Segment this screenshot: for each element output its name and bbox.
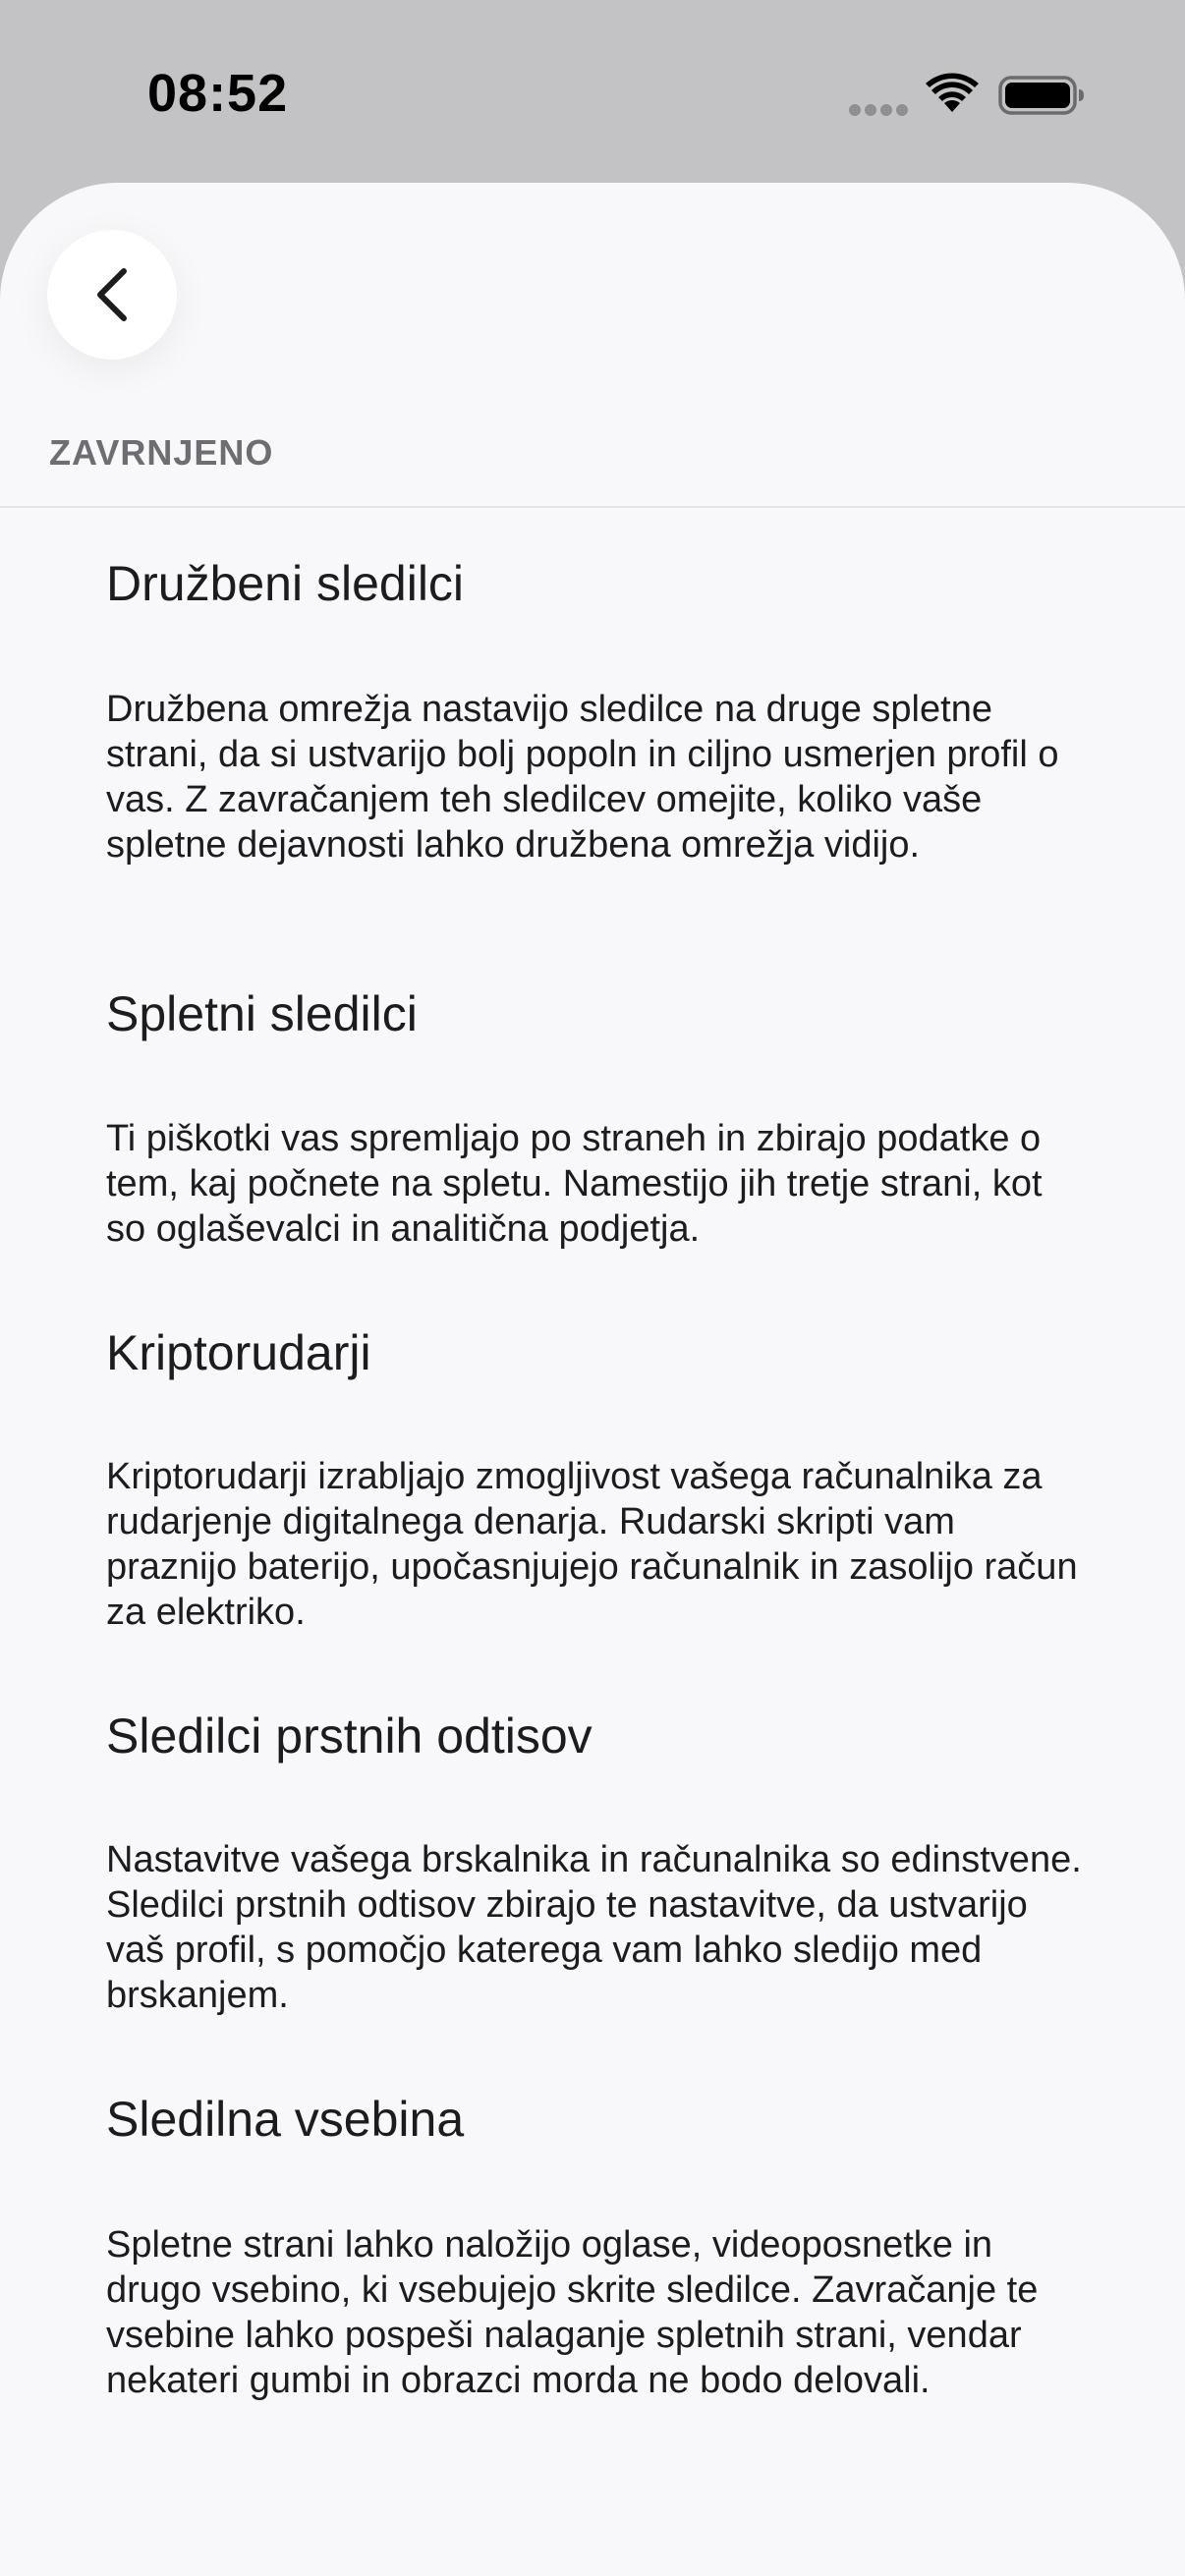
tracker-description-cross-site: Ti piškotki vas spremljajo po straneh in zbirajo podatke o tem, kaj počnete na spletu. Namestijo jih tretje strani, kot so oglaševalci in analitična podjetja. (106, 1118, 1043, 1250)
tracker-title-social: Družbeni sledilci (106, 556, 465, 611)
back-button[interactable] (47, 230, 177, 360)
tracker-description-cryptominers: Kriptorudarji izrabljajo zmogljivost vašega računalnika za rudarjenje digitalnega denarja. Rudarski skripti vam praznijo baterijo, upočasnjujejo računalnik in zasolijo račun za elektriko. (106, 1456, 1078, 1633)
tracker-description-social: Družbena omrežja nastavijo sledilce na druge spletne strani, da si ustvarijo bolj popoln in ciljno usmerjen profil o vas. Z zavračanjem teh sledilcev omejite, koliko vaše spletne dejavnosti lahko družbena omrežja vidijo. (106, 689, 1059, 866)
divider (0, 506, 1185, 508)
tracker-title-cross-site: Spletni sledilci (106, 986, 418, 1041)
cellular-signal-icon (849, 104, 908, 116)
section-header: ZAVRNJENO (49, 432, 274, 473)
tracker-title-cryptominers: Kriptorudarji (106, 1325, 371, 1380)
chevron-left-icon (90, 265, 134, 324)
battery-icon (998, 75, 1085, 116)
wifi-icon (926, 73, 979, 114)
status-bar (0, 0, 1185, 187)
tracker-title-fingerprinters: Sledilci prstnih odtisov (106, 1708, 592, 1764)
tracker-title-tracking-content: Sledilna vsebina (106, 2092, 465, 2147)
tracker-description-tracking-content: Spletne strani lahko naložijo oglase, videoposnetke in drugo vsebino, ki vsebujejo skrite sledilce. Zavračanje te vsebine lahko pospeši nalaganje spletnih strani, vendar nekateri gumbi in obrazci morda ne bodo delovali. (106, 2224, 1039, 2401)
status-time: 08:52 (147, 64, 289, 123)
tracker-description-fingerprinters: Nastavitve vašega brskalnika in računalnika so edinstvene. Sledilci prstnih odtisov zbirajo te nastavitve, da ustvarijo vaš profil, s pomočjo katerega vam lahko sledijo med brskanjem. (106, 1839, 1082, 2016)
